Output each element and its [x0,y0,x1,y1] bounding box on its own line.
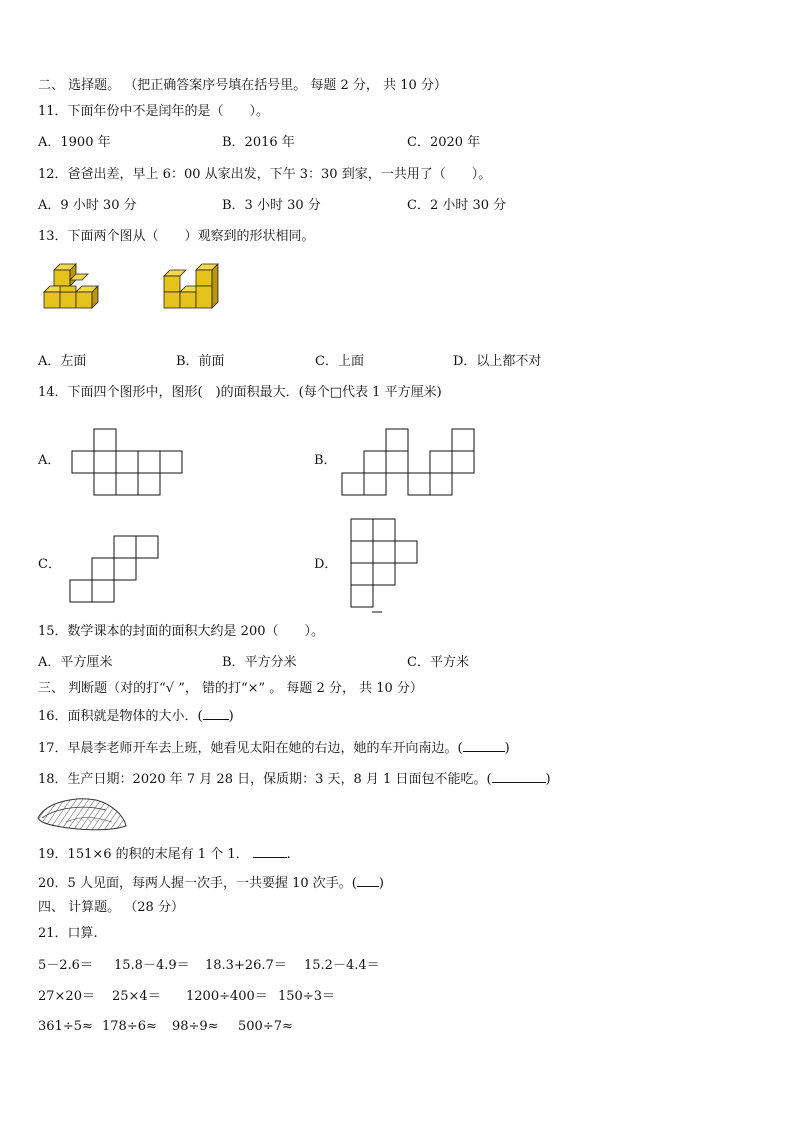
q12-option-c[interactable]: C．2 小时 30 分 [407,198,507,213]
q16-answer-blank[interactable] [203,706,229,720]
calc-item[interactable]: 361÷5≈ [38,1019,93,1034]
cube-figure-1 [42,262,104,310]
q15-option-c[interactable]: C．平方米 [407,655,469,670]
q20-tail: ) [378,876,384,891]
q17-answer-blank[interactable] [463,738,505,752]
q19-answer-blank[interactable] [253,844,287,858]
calc-item[interactable]: 15.2－4.4＝ [304,958,380,973]
question-16 [38,706,234,726]
q18-answer-blank[interactable] [492,769,546,783]
calc-item[interactable]: 1200÷400＝ [186,989,268,1004]
q17-text: 17．早晨李老师开车去上班，她看见太阳在她的右边，她的车开向南边。( [38,741,463,756]
question-21: 21．口算. [38,926,98,941]
q13-option-d[interactable]: D．以上都不对 [453,354,542,369]
q19-text: 19．151×6 的积的末尾有 1 个 1． [38,847,249,862]
question-19 [38,844,291,864]
q15-option-b[interactable]: B．平方分米 [222,655,297,670]
q13-option-c[interactable]: C．上面 [315,354,364,369]
question-17 [38,738,510,758]
q14-label-d[interactable]: D． [314,557,338,572]
q11-option-c[interactable]: C．2020 年 [407,135,481,150]
calc-item[interactable]: 15.8－4.9＝ [114,958,190,973]
q11-option-b[interactable]: B．2016 年 [222,135,295,150]
grid-figure-c [68,535,164,605]
q14-label-b[interactable]: B． [314,453,337,468]
cube-figure-2 [162,262,226,310]
q13-option-b[interactable]: B．前面 [176,354,225,369]
question-12: 12．爸爸出差，早上 6：00 从家出发，下午 3：30 到家，一共用了（ ）。 [38,167,492,182]
calc-item[interactable]: 5－2.6＝ [38,958,93,973]
q12-option-b[interactable]: B．3 小时 30 分 [222,198,321,213]
grid-figure-a [70,428,186,498]
question-15: 15．数学课本的封面的面积大约是 200（ ）。 [38,624,324,639]
question-14: 14．下面四个图形中，图形( )的面积最大．(每个□代表 1 平方厘米) [38,385,442,400]
question-11: 11．下面年份中不是闰年的是（ ）。 [38,104,270,119]
q11-option-a[interactable]: A．1900 年 [38,135,111,150]
q16-tail: ) [228,709,234,724]
calc-item[interactable]: 500÷7≈ [238,1019,293,1034]
calc-item[interactable]: 25×4＝ [112,989,161,1004]
q18-tail: ) [545,772,551,787]
section-title-calc: 四、 计算题。 （28 分） [38,900,184,915]
question-18 [38,769,551,789]
bread-image [36,796,128,834]
calc-item[interactable]: 27×20＝ [38,989,95,1004]
q17-tail: ) [504,741,510,756]
q20-answer-blank[interactable] [357,873,379,887]
q16-text: 16．面积就是物体的大小．( [38,709,203,724]
question-20 [38,873,384,893]
q14-label-a[interactable]: A． [38,453,61,468]
q19-tail: . [286,847,291,862]
calc-item[interactable]: 18.3+26.7＝ [205,958,287,973]
question-13: 13．下面两个图从（ ）观察到的形状相同。 [38,229,315,244]
q15-option-a[interactable]: A．平方厘米 [38,655,113,670]
q14-label-c[interactable]: C． [38,557,61,572]
section-title-judge: 三、 判断题（对的打“√ ”， 错的打“×” 。 每题 2 分， 共 10 分） [38,681,423,696]
calc-item[interactable]: 98÷9≈ [172,1019,219,1034]
grid-figure-b [340,428,480,498]
grid-figure-d [350,518,422,614]
section-title-choice: 二、 选择题。 （把正确答案序号填在括号里。 每题 2 分， 共 10 分） [38,78,447,93]
calc-item[interactable]: 178÷6≈ [102,1019,157,1034]
q12-option-a[interactable]: A．9 小时 30 分 [38,198,137,213]
calc-item[interactable]: 150÷3＝ [278,989,335,1004]
q20-text: 20．5 人见面，每两人握一次手，一共要握 10 次手。( [38,876,357,891]
q18-text: 18．生产日期：2020 年 7 月 28 日，保质期：3 天，8 月 1 日面包不能吃。( [38,772,492,787]
q13-option-a[interactable]: A．左面 [38,354,87,369]
